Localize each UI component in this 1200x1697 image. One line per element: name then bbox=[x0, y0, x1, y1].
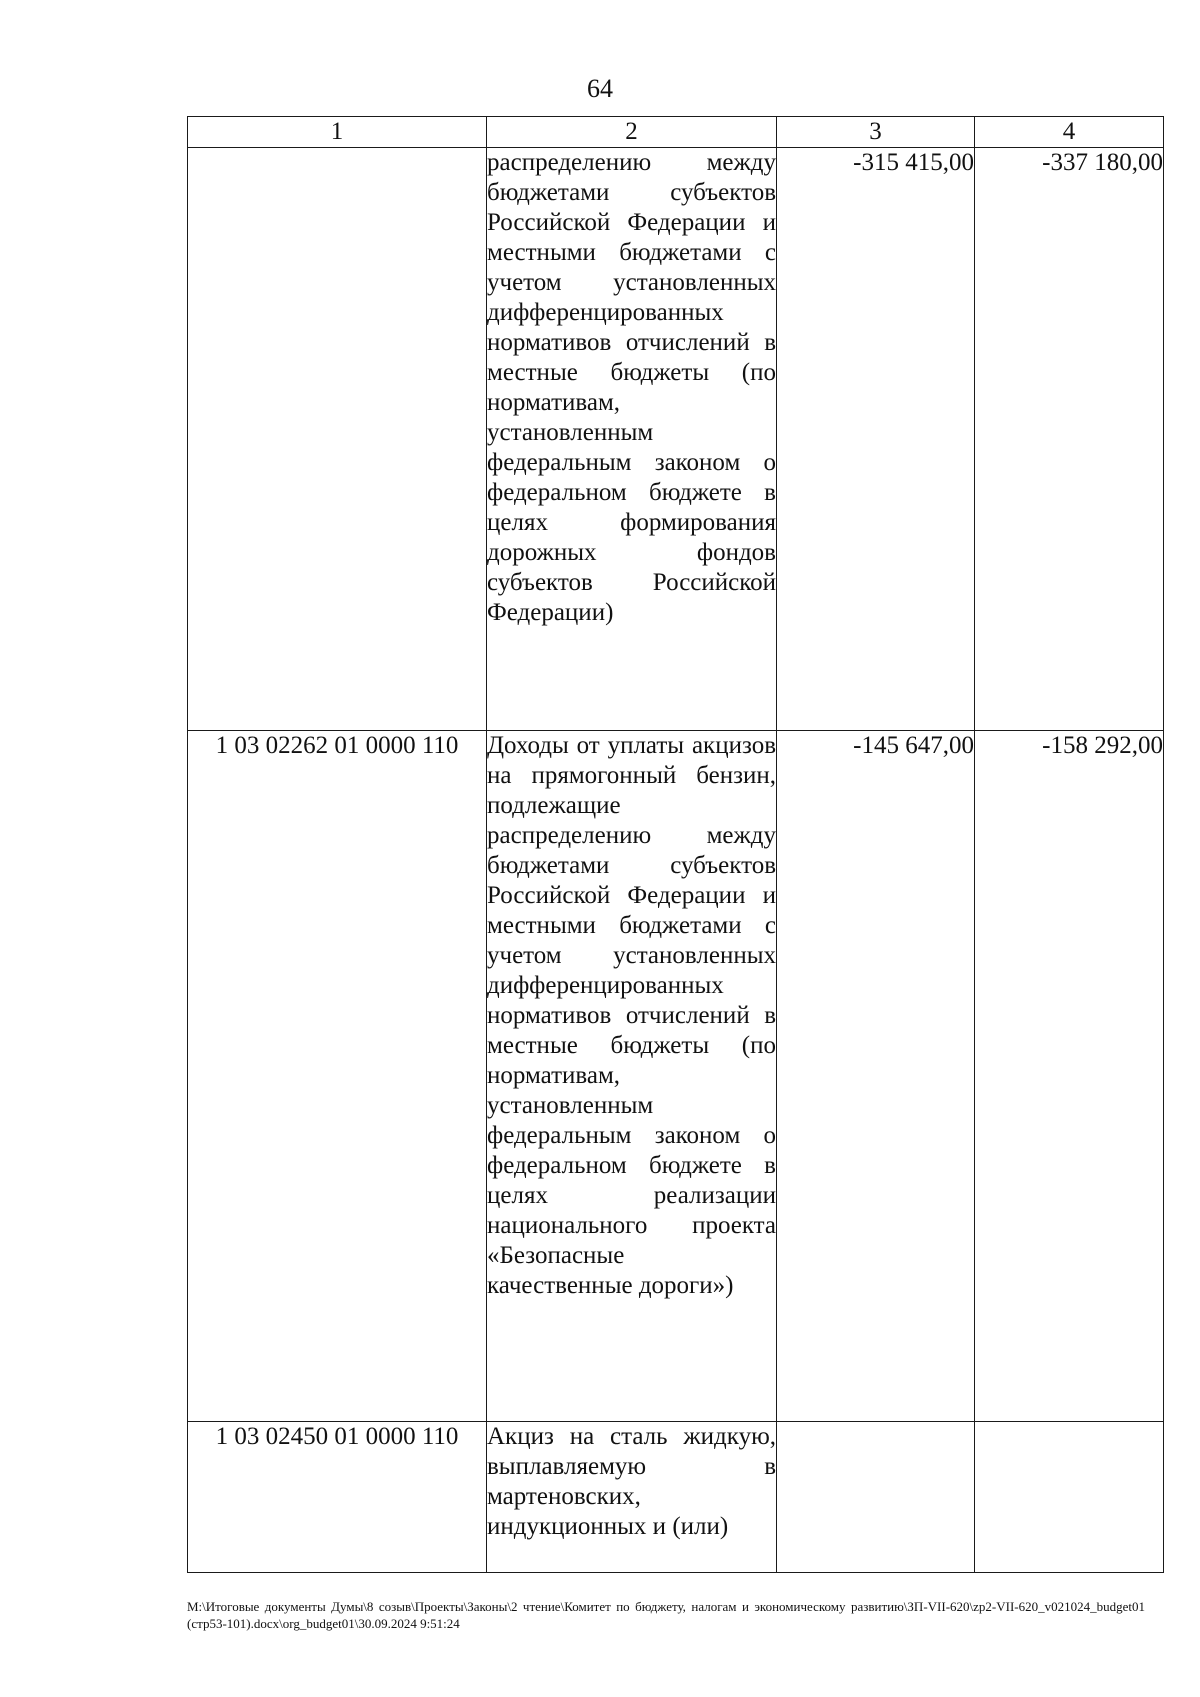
column-header-4: 4 bbox=[975, 117, 1164, 148]
row-description-text: Доходы от уплаты акцизов на прямогонный бензин, подлежащие распределению между бюджетами субъектов Российской Федерации и местными бюджетами с учетом установленных дифференцированных нормативов отчислений в местные бюджеты (по нормативам, установленным федеральным законом о федеральном бюджете в целях реализации национального проекта «Безопасные качественные дороги») bbox=[487, 732, 776, 1299]
row-value-col4 bbox=[975, 1422, 1164, 1573]
column-header-3: 3 bbox=[777, 117, 975, 148]
row-code bbox=[188, 148, 487, 731]
document-path-footer: M:\Итоговые документы Думы\8 созыв\Проекты\Законы\2 чтение\Комитет по бюджету, налогам и экономическому развитию\ЗП-VII-620\zp2-VII-620_v021024_budget01 (стр53-101).docx\org_budget01\30.09.2024 9:51:24 bbox=[187, 1599, 1145, 1631]
row-description-text: распределению между бюджетами субъектов Российской Федерации и местными бюджетами с учетом установленных дифференцированных нормативов отчислений в местные бюджеты (по нормативам, установленным федеральным законом о федеральном бюджете в целях формирования дорожных фондов субъектов Российской Федерации) bbox=[487, 149, 776, 626]
page-number: 64 bbox=[587, 74, 613, 103]
row-description bbox=[487, 1422, 777, 1573]
row-code: 1 03 02262 01 0000 110 bbox=[188, 731, 487, 1422]
budget-table bbox=[187, 116, 1164, 1573]
column-header-1: 1 bbox=[188, 117, 487, 148]
column-header-2: 2 bbox=[487, 117, 777, 148]
table-row bbox=[188, 148, 1164, 731]
row-description-text: Акциз на сталь жидкую, выплавляемую в мартеновских, индукционных и (или) bbox=[487, 1423, 776, 1540]
row-description bbox=[487, 731, 777, 1422]
row-value-col3 bbox=[777, 1422, 975, 1573]
row-value-col4: -337 180,00 bbox=[975, 148, 1164, 731]
table-row bbox=[188, 731, 1164, 1422]
table-header-row bbox=[188, 117, 1164, 148]
row-value-col4: -158 292,00 bbox=[975, 731, 1164, 1422]
row-value-col3: -315 415,00 bbox=[777, 148, 975, 731]
row-code: 1 03 02450 01 0000 110 bbox=[188, 1422, 487, 1573]
row-value-col3: -145 647,00 bbox=[777, 731, 975, 1422]
row-description bbox=[487, 148, 777, 731]
table-row bbox=[188, 1422, 1164, 1573]
